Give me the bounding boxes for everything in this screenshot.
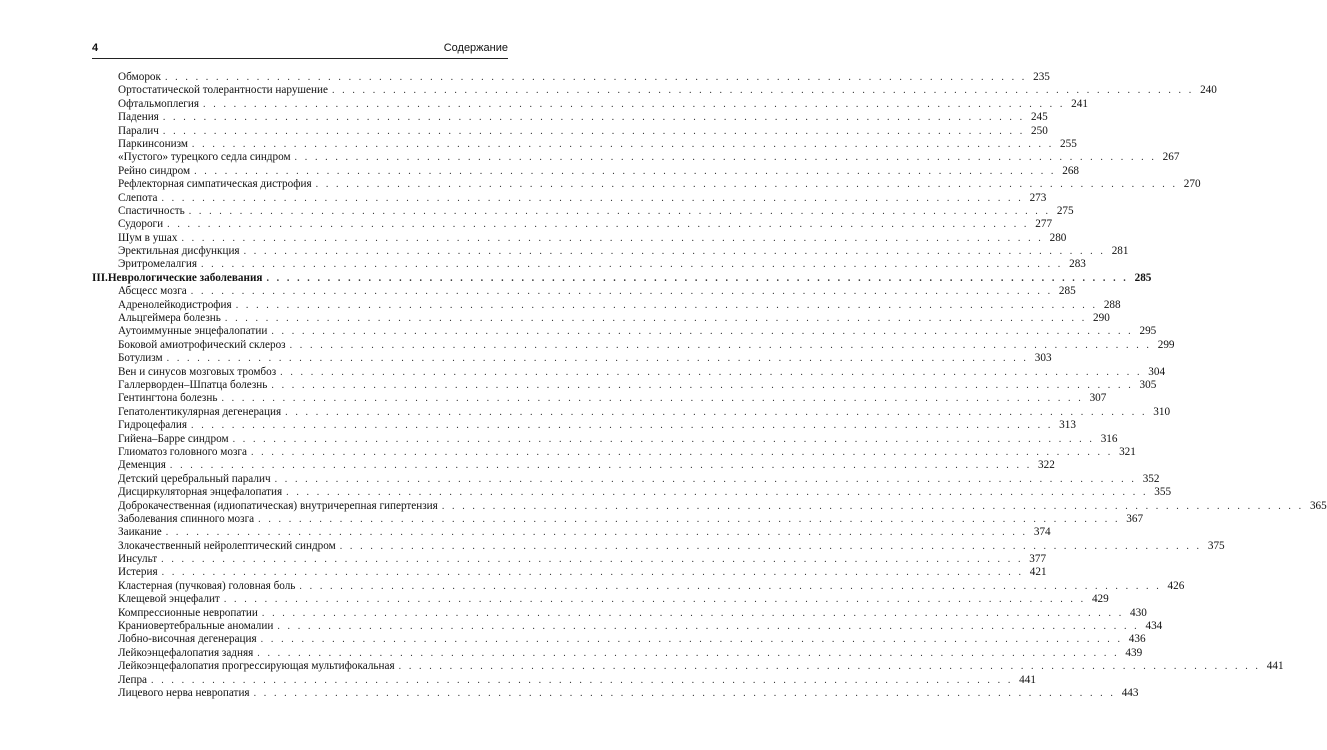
toc-page-number: 322	[1038, 459, 1055, 472]
toc-dot-leader: . . . . . . . . . . . . . . . . . . . . . . . . . . . . . . . . . . . . . . . . . . . . . . . . . . . . . . . . . . . . . . . . . . . . . . . . . . . . . . . . . . . . .	[194, 165, 1056, 177]
toc-page-number: 255	[1060, 137, 1077, 150]
toc-dot-leader: . . . . . . . . . . . . . . . . . . . . . . . . . . . . . . . . . . . . . . . . . . . . . . . . . . . . . . . . . . . . . . . . . . . . . . . . . . . . . . . . . . . . .	[274, 473, 1137, 485]
table-of-contents	[92, 71, 1327, 700]
toc-page-number: 303	[1034, 352, 1052, 365]
toc-page-number: 321	[1119, 445, 1136, 458]
toc-entry[interactable]	[92, 137, 1077, 151]
toc-page-number: 377	[1029, 553, 1047, 566]
toc-entry-title: Глиоматоз головного мозга	[118, 445, 247, 458]
toc-entry-title: Лейкоэнцефалопатия задняя	[118, 646, 254, 659]
toc-dot-leader: . . . . . . . . . . . . . . . . . . . . . . . . . . . . . . . . . . . . . . . . . . . . . . . . . . . . . . . . . . . . . . . . . . . . . . . . . . . . . . . . . . . . .	[294, 152, 1157, 164]
toc-dot-leader: . . . . . . . . . . . . . . . . . . . . . . . . . . . . . . . . . . . . . . . . . . . . . . . . . . . . . . . . . . . . . . . . . . . . . . . . . . . . . . . . . . . . .	[188, 205, 1051, 217]
toc-dot-leader: . . . . . . . . . . . . . . . . . . . . . . . . . . . . . . . . . . . . . . . . . . . . . . . . . . . . . . . . . . . . . . . . . . . . . . . . . . . . . . . . . . . . .	[164, 72, 1027, 83]
toc-entry[interactable]	[92, 218, 1053, 231]
toc-entry[interactable]	[92, 553, 1047, 566]
toc-entry[interactable]	[92, 325, 1157, 338]
toc-entry-title: Краниовертебральные аномалии	[118, 620, 274, 633]
toc-entry[interactable]	[92, 539, 1225, 553]
toc-entry[interactable]	[92, 245, 1129, 258]
toc-page-number: 305	[1139, 378, 1157, 391]
toc-page-number: 275	[1056, 204, 1074, 217]
toc-entry-title: Истерия	[118, 566, 158, 579]
toc-page-number: 429	[1091, 593, 1109, 606]
toc-page-number: 288	[1103, 298, 1121, 311]
toc-entry-title: Лицевого нерва невропатия	[118, 686, 250, 699]
toc-page-number: 240	[1200, 84, 1217, 97]
toc-dot-leader: . . . . . . . . . . . . . . . . . . . . . . . . . . . . . . . . . . . . . . . . . . . . . . . . . . . . . . . . . . . . . . . . . . . . . . . . . . . . . . . . . . . . .	[151, 674, 1013, 686]
toc-dot-leader: . . . . . . . . . . . . . . . . . . . . . . . . . . . . . . . . . . . . . . . . . . . . . . . . . . . . . . . . . . . . . . . . . . . . . . . . . . . . . . . . . . . . .	[161, 567, 1024, 579]
toc-entry[interactable]	[92, 620, 1163, 633]
toc-entry[interactable]	[92, 432, 1118, 446]
toc-entry-title: Рейно синдром	[118, 164, 191, 177]
toc-dot-leader: . . . . . . . . . . . . . . . . . . . . . . . . . . . . . . . . . . . . . . . . . . . . . . . . . . . . . . . . . . . . . . . . . . . . . . . . . . . . . . . . . . . . .	[166, 353, 1029, 365]
toc-page-number: 365	[1309, 499, 1327, 512]
toc-entry-title: Падения	[118, 111, 159, 124]
toc-entry-title: Злокачественный нейролептический синдром	[118, 539, 336, 552]
toc-entry[interactable]	[92, 419, 1076, 432]
toc-entry-title: Лобно-височная дегенерация	[118, 633, 257, 646]
toc-page-number: 307	[1089, 392, 1107, 405]
toc-entry[interactable]	[92, 566, 1047, 579]
toc-entry-title: Заикание	[118, 526, 162, 539]
toc-dot-leader: . . . . . . . . . . . . . . . . . . . . . . . . . . . . . . . . . . . . . . . . . . . . . . . . . . . . . . . . . . . . . . . . . . . . . . . . . . . . . . . . . . . . .	[289, 339, 1152, 351]
toc-page-number: 355	[1154, 486, 1172, 499]
toc-entry-title: Вен и синусов мозговых тромбоз	[118, 365, 277, 378]
toc-page-number: 374	[1033, 526, 1051, 539]
page-number: 4	[92, 42, 99, 54]
toc-entry-title: Спастичность	[118, 204, 185, 217]
toc-entry[interactable]	[92, 673, 1036, 687]
toc-entry[interactable]	[92, 633, 1146, 646]
page-header	[92, 42, 508, 58]
toc-entry-title: Паркинсонизм	[118, 137, 188, 150]
toc-entry-title: Инсульт	[118, 553, 158, 566]
toc-entry[interactable]	[92, 459, 1055, 472]
toc-dot-leader: . . . . . . . . . . . . . . . . . . . . . . . . . . . . . . . . . . . . . . . . . . . . . . . . . . . . . . . . . . . . . . . . . . . . . . . . . . . . . . . . . . . . .	[260, 634, 1123, 646]
toc-dot-leader: . . . . . . . . . . . . . . . . . . . . . . . . . . . . . . . . . . . . . . . . . . . . . . . . . . . . . . . . . . . . . . . . . . . . . . . . . . . . . . . . . . . . .	[299, 580, 1162, 592]
toc-entry-title: Слепота	[118, 191, 158, 204]
toc-dot-leader: . . . . . . . . . . . . . . . . . . . . . . . . . . . . . . . . . . . . . . . . . . . . . . . . . . . . . . . . . . . . . . . . . . . . . . . . . . . . . . . . . . . . .	[165, 527, 1028, 539]
toc-dot-leader: . . . . . . . . . . . . . . . . . . . . . . . . . . . . . . . . . . . . . . . . . . . . . . . . . . . . . . . . . . . . . . . . . . . . . . . . . . . . . . . . . . . . .	[200, 259, 1063, 271]
toc-dot-leader: . . . . . . . . . . . . . . . . . . . . . . . . . . . . . . . . . . . . . . . . . . . . . . . . . . . . . . . . . . . . . . . . . . . . . . . . . . . . . . . . . . . . .	[285, 406, 1148, 418]
toc-dot-leader: . . . . . . . . . . . . . . . . . . . . . . . . . . . . . . . . . . . . . . . . . . . . . . . . . . . . . . . . . . . . . . . . . . . . . . . . . . . . . . . . . . . . .	[161, 554, 1024, 566]
toc-entry[interactable]	[92, 312, 1110, 325]
toc-entry-title: Лейкоэнцефалопатия прогрессирующая мультифокальная	[118, 660, 395, 673]
toc-dot-leader: . . . . . . . . . . . . . . . . . . . . . . . . . . . . . . . . . . . . . . . . . . . . . . . . . . . . . . . . . . . . . . . . . . . . . . . . . . . . . . . . . . . . .	[280, 366, 1143, 378]
toc-dot-leader: . . . . . . . . . . . . . . . . . . . . . . . . . . . . . . . . . . . . . . . . . . . . . . . . . . . . . . . . . . . . . . . . . . . . . . . . . . . . . . . . . . . . .	[162, 125, 1025, 137]
toc-dot-leader: . . . . . . . . . . . . . . . . . . . . . . . . . . . . . . . . . . . . . . . . . . . . . . . . . . . . . . . . . . . . . . . . . . . . . . . . . . . . . . . . . . . . .	[191, 138, 1054, 150]
toc-dot-leader: . . . . . . . . . . . . . . . . . . . . . . . . . . . . . . . . . . . . . . . . . . . . . . . . . . . . . . . . . . . . . . . . . . . . . . . . . . . . . . . . . . . . .	[223, 594, 1086, 606]
toc-dot-leader: . . . . . . . . . . . . . . . . . . . . . . . . . . . . . . . . . . . . . . . . . . . . . . . . . . . . . . . . . . . . . . . . . . . . . . . . . . . . . . . . . . . . .	[167, 219, 1030, 231]
toc-entry-title: Паралич	[118, 124, 159, 137]
toc-section-heading[interactable]	[92, 271, 1152, 285]
toc-entry-title: Эректильная дисфункция	[118, 245, 240, 258]
toc-page-number: 295	[1139, 325, 1157, 338]
header-divider	[92, 58, 508, 59]
toc-entry[interactable]	[92, 124, 1048, 138]
toc-page-number: 421	[1029, 566, 1047, 579]
toc-entry[interactable]	[92, 606, 1147, 620]
toc-entry-title: Боковой амиотрофический склероз	[118, 338, 286, 351]
toc-section-number: III.	[92, 271, 108, 284]
toc-page-number: 267	[1162, 151, 1180, 164]
toc-entry-title: Лепра	[118, 673, 148, 686]
toc-page-number: 283	[1069, 258, 1086, 271]
toc-page-number: 304	[1148, 365, 1166, 378]
toc-entry-title: Дисциркуляторная энцефалопатия	[118, 486, 283, 499]
toc-dot-leader: . . . . . . . . . . . . . . . . . . . . . . . . . . . . . . . . . . . . . . . . . . . . . . . . . . . . . . . . . . . . . . . . . . . . . . . . . . . . . . . . . . . . .	[331, 85, 1194, 97]
toc-dot-leader: . . . . . . . . . . . . . . . . . . . . . . . . . . . . . . . . . . . . . . . . . . . . . . . . . . . . . . . . . . . . . . . . . . . . . . . . . . . . . . . . . . . . .	[250, 446, 1113, 458]
toc-entry[interactable]	[92, 686, 1139, 700]
toc-entry-title: Шум в ушах	[118, 231, 178, 244]
toc-entry[interactable]	[92, 71, 1050, 84]
toc-page-number: 436	[1128, 633, 1146, 646]
toc-page-number: 270	[1183, 178, 1201, 191]
toc-entry[interactable]	[92, 285, 1076, 298]
toc-dot-leader: . . . . . . . . . . . . . . . . . . . . . . . . . . . . . . . . . . . . . . . . . . . . . . . . . . . . . . . . . . . . . . . . . . . . . . . . . . . . . . . . . . . . .	[162, 112, 1025, 124]
toc-page-number: 241	[1071, 97, 1088, 110]
toc-entry-title: Обморок	[118, 71, 161, 83]
toc-entry-title: «Пустого» турецкого седла синдром	[118, 151, 291, 164]
toc-entry[interactable]	[92, 178, 1201, 191]
toc-entry[interactable]	[92, 378, 1157, 392]
toc-entry[interactable]	[92, 593, 1109, 606]
toc-page-number: 313	[1059, 419, 1076, 432]
toc-entry[interactable]	[92, 472, 1160, 486]
toc-entry[interactable]	[92, 258, 1086, 271]
toc-page-number: 426	[1167, 579, 1185, 592]
toc-page-number: 245	[1030, 111, 1048, 124]
toc-page-number: 285	[1134, 271, 1152, 284]
toc-dot-leader: . . . . . . . . . . . . . . . . . . . . . . . . . . . . . . . . . . . . . . . . . . . . . . . . . . . . . . . . . . . . . . . . . . . . . . . . . . . . . . . . . . . . .	[190, 286, 1053, 298]
toc-entry-title: Гентингтона болезнь	[118, 392, 218, 405]
toc-dot-leader: . . . . . . . . . . . . . . . . . . . . . . . . . . . . . . . . . . . . . . . . . . . . . . . . . . . . . . . . . . . . . . . . . . . . . . . . . . . . . . . . . . . . .	[191, 420, 1053, 432]
toc-entry[interactable]	[92, 486, 1172, 499]
toc-entry-title: Адренолейкодистрофия	[118, 298, 232, 311]
toc-entry-title: Рефлекторная симпатическая дистрофия	[118, 178, 312, 191]
toc-dot-leader: . . . . . . . . . . . . . . . . . . . . . . . . . . . . . . . . . . . . . . . . . . . . . . . . . . . . . . . . . . . . . . . . . . . . . . . . . . . . . . . . . . . . .	[224, 313, 1087, 325]
toc-dot-leader: . . . . . . . . . . . . . . . . . . . . . . . . . . . . . . . . . . . . . . . . . . . . . . . . . . . . . . . . . . . . . . . . . . . . . . . . . . . . . . . . . . . . .	[232, 433, 1095, 445]
toc-page-number: 316	[1100, 432, 1118, 445]
toc-entry[interactable]	[92, 660, 1284, 673]
toc-dot-leader: . . . . . . . . . . . . . . . . . . . . . . . . . . . . . . . . . . . . . . . . . . . . . . . . . . . . . . . . . . . . . . . . . . . . . . . . . . . . . . . . . . . . .	[271, 379, 1134, 391]
toc-entry-title: Гийена–Барре синдром	[118, 432, 229, 445]
toc-entry[interactable]	[92, 646, 1143, 660]
toc-entry-title: Абсцесс мозга	[118, 285, 187, 298]
toc-entry[interactable]	[92, 151, 1180, 164]
toc-dot-leader: . . . . . . . . . . . . . . . . . . . . . . . . . . . . . . . . . . . . . . . . . . . . . . . . . . . . . . . . . . . . . . . . . . . . . . . . . . . . . . . . . . . . .	[253, 687, 1116, 699]
toc-dot-leader: . . . . . . . . . . . . . . . . . . . . . . . . . . . . . . . . . . . . . . . . . . . . . . . . . . . . . . . . . . . . . . . . . . . . . . . . . . . . . . . . . . . . .	[221, 393, 1084, 405]
toc-page-number: 443	[1121, 686, 1139, 699]
toc-entry-title: Галлерворден–Шпатца болезнь	[118, 378, 268, 391]
toc-page-number: 280	[1049, 231, 1067, 244]
toc-dot-leader: . . . . . . . . . . . . . . . . . . . . . . . . . . . . . . . . . . . . . . . . . . . . . . . . . . . . . . . . . . . . . . . . . . . . . . . . . . . . . . . . . . . . .	[258, 513, 1121, 525]
toc-page-number: 441	[1019, 673, 1036, 686]
toc-page-number: 352	[1142, 472, 1160, 485]
toc-dot-leader: . . . . . . . . . . . . . . . . . . . . . . . . . . . . . . . . . . . . . . . . . . . . . . . . . . . . . . . . . . . . . . . . . . . . . . . . . . . . . . . . . . . . .	[286, 487, 1149, 499]
toc-entry[interactable]	[92, 111, 1048, 124]
toc-entry[interactable]	[92, 97, 1088, 111]
toc-page-number: 375	[1207, 539, 1225, 552]
toc-entry-title: Компрессионные невропатии	[118, 606, 258, 619]
toc-dot-leader: . . . . . . . . . . . . . . . . . . . . . . . . . . . . . . . . . . . . . . . . . . . . . . . . . . . . . . . . . . . . . . . . . . . . . . . . . . . . . . . . . . . . .	[243, 246, 1106, 258]
toc-entry-title: Клещевой энцефалит	[118, 593, 220, 606]
toc-entry[interactable]	[92, 365, 1166, 379]
toc-entry-title: Деменция	[118, 459, 166, 472]
toc-entry-title: Ботулизм	[118, 352, 163, 365]
toc-entry-title: Альцгеймера болезнь	[118, 312, 221, 325]
toc-entry[interactable]	[92, 231, 1067, 245]
toc-entry-title: Доброкачественная (идиопатическая) внутричерепная гипертензия	[118, 499, 438, 512]
toc-dot-leader: . . . . . . . . . . . . . . . . . . . . . . . . . . . . . . . . . . . . . . . . . . . . . . . . . . . . . . . . . . . . . . . . . . . . . . . . . . . . . . . . . . . . .	[181, 232, 1044, 244]
toc-entry-title: Судороги	[118, 218, 164, 231]
toc-page-number: 367	[1126, 512, 1144, 525]
toc-page-number: 310	[1153, 405, 1171, 418]
toc-page-number: 285	[1058, 285, 1076, 298]
toc-dot-leader: . . . . . . . . . . . . . . . . . . . . . . . . . . . . . . . . . . . . . . . . . . . . . . . . . . . . . . . . . . . . . . . . . . . . . . . . . . . . . . . . . . . . .	[203, 98, 1065, 110]
toc-entry[interactable]	[92, 164, 1079, 178]
toc-entry-title: Гидроцефалия	[118, 419, 188, 432]
toc-entry-title: Кластерная (пучковая) головная боль	[118, 579, 296, 592]
toc-page-number: 430	[1130, 606, 1147, 619]
toc-entry[interactable]	[92, 191, 1047, 205]
toc-page-number: 277	[1035, 218, 1053, 231]
section-name: Содержание	[443, 42, 508, 54]
toc-entry[interactable]	[92, 204, 1074, 218]
toc-entry[interactable]	[92, 405, 1171, 419]
toc-entry[interactable]	[92, 579, 1185, 593]
toc-entry-title: Аутоиммунные энцефалопатии	[118, 325, 268, 338]
toc-entry[interactable]	[92, 298, 1121, 312]
toc-dot-leader: . . . . . . . . . . . . . . . . . . . . . . . . . . . . . . . . . . . . . . . . . . . . . . . . . . . . . . . . . . . . . . . . . . . . . . . . . . . . . . . . . . . . .	[169, 460, 1032, 472]
toc-entry[interactable]	[92, 338, 1175, 352]
toc-dot-leader: . . . . . . . . . . . . . . . . . . . . . . . . . . . . . . . . . . . . . . . . . . . . . . . . . . . . . . . . . . . . . . . . . . . . . . . . . . . . . . . . . . . . .	[257, 647, 1120, 659]
toc-dot-leader: . . . . . . . . . . . . . . . . . . . . . . . . . . . . . . . . . . . . . . . . . . . . . . . . . . . . . . . . . . . . . . . . . . . . . . . . . . . . . . . . . . . . .	[277, 621, 1140, 633]
toc-entry[interactable]	[92, 526, 1051, 539]
toc-entry[interactable]	[92, 499, 1327, 513]
toc-page-number: 273	[1029, 191, 1047, 204]
toc-entry-title: Заболевания спинного мозга	[118, 512, 255, 525]
toc-dot-leader: . . . . . . . . . . . . . . . . . . . . . . . . . . . . . . . . . . . . . . . . . . . . . . . . . . . . . . . . . . . . . . . . . . . . . . . . . . . . . . . . . . . . .	[441, 500, 1304, 512]
toc-entry[interactable]	[92, 512, 1144, 526]
toc-dot-leader: . . . . . . . . . . . . . . . . . . . . . . . . . . . . . . . . . . . . . . . . . . . . . . . . . . . . . . . . . . . . . . . . . . . . . . . . . . . . . . . . . . . . .	[398, 661, 1261, 673]
toc-entry[interactable]	[92, 84, 1217, 97]
toc-entry-title: Офтальмоплегия	[118, 97, 200, 110]
toc-page-number: 434	[1145, 620, 1163, 633]
toc-dot-leader: . . . . . . . . . . . . . . . . . . . . . . . . . . . . . . . . . . . . . . . . . . . . . . . . . . . . . . . . . . . . . . . . . . . . . . . . . . . . . . . . . . . . .	[315, 179, 1178, 191]
toc-entry-title: Эритромелалгия	[118, 258, 197, 271]
toc-page-number: 235	[1033, 71, 1050, 83]
toc-entry[interactable]	[92, 352, 1052, 365]
toc-page-number: 439	[1125, 646, 1143, 659]
toc-page-number: 441	[1266, 660, 1284, 673]
toc-entry-title: Ортостатической толерантности нарушение	[118, 84, 328, 97]
toc-entry-title: Гепатолентикулярная дегенерация	[118, 405, 282, 418]
toc-entry-title: Неврологические заболевания	[107, 271, 263, 284]
toc-page-number: 268	[1062, 164, 1079, 177]
toc-dot-leader: . . . . . . . . . . . . . . . . . . . . . . . . . . . . . . . . . . . . . . . . . . . . . . . . . . . . . . . . . . . . . . . . . . . . . . . . . . . . . . . . . . . . .	[271, 326, 1134, 338]
toc-page-number: 299	[1157, 338, 1175, 351]
toc-page-number: 290	[1093, 312, 1110, 325]
toc-dot-leader: . . . . . . . . . . . . . . . . . . . . . . . . . . . . . . . . . . . . . . . . . . . . . . . . . . . . . . . . . . . . . . . . . . . . . . . . . . . . . . . . . . . . .	[161, 192, 1024, 204]
toc-entry-title: Детский церебральный паралич	[118, 472, 271, 485]
toc-entry[interactable]	[92, 445, 1136, 459]
toc-dot-leader: . . . . . . . . . . . . . . . . . . . . . . . . . . . . . . . . . . . . . . . . . . . . . . . . . . . . . . . . . . . . . . . . . . . . . . . . . . . . . . . . . . . . .	[235, 299, 1098, 311]
toc-page-number: 250	[1031, 124, 1048, 137]
toc-entry[interactable]	[92, 392, 1107, 405]
toc-dot-leader: . . . . . . . . . . . . . . . . . . . . . . . . . . . . . . . . . . . . . . . . . . . . . . . . . . . . . . . . . . . . . . . . . . . . . . . . . . . . . . . . . . . . .	[339, 540, 1202, 552]
toc-page-number: 281	[1111, 245, 1129, 258]
toc-dot-leader: . . . . . . . . . . . . . . . . . . . . . . . . . . . . . . . . . . . . . . . . . . . . . . . . . . . . . . . . . . . . . . . . . . . . . . . . . . . . . . . . . . . . .	[266, 272, 1129, 284]
toc-dot-leader: . . . . . . . . . . . . . . . . . . . . . . . . . . . . . . . . . . . . . . . . . . . . . . . . . . . . . . . . . . . . . . . . . . . . . . . . . . . . . . . . . . . . .	[261, 607, 1124, 619]
